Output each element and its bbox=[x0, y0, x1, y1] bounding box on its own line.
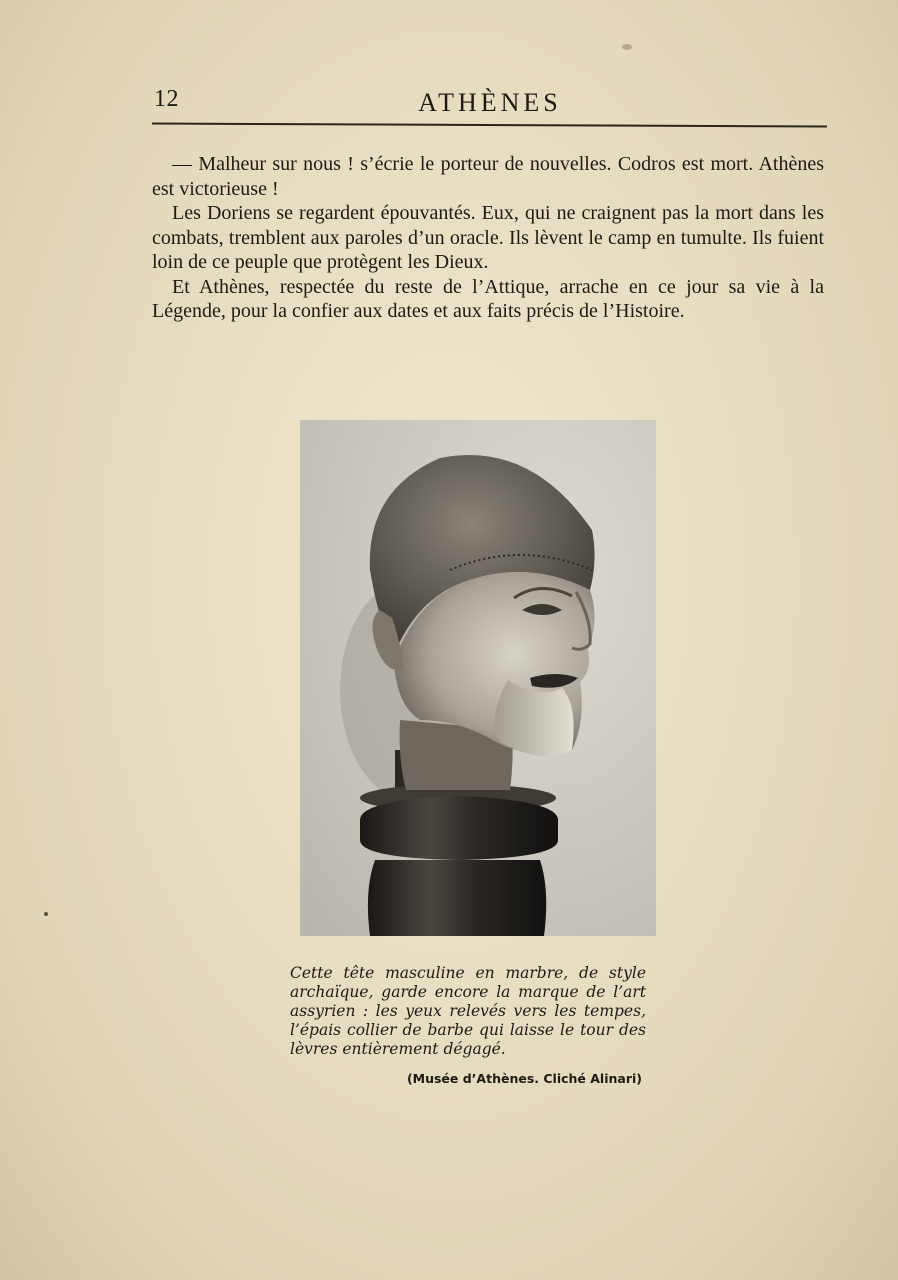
figure-caption: Cette tête masculine en marbre, de style archaïque, garde encore la marque de l’art assyrien : les yeux relevés vers les tempes, l’épais collier de barbe qui laisse le tour des lèvres entièrement dégagé. bbox=[290, 964, 646, 1058]
page-number: 12 bbox=[154, 86, 179, 112]
figure-credit: (Musée d’Athènes. Cliché Alinari) bbox=[406, 1071, 642, 1086]
sculpture-photo bbox=[300, 420, 656, 936]
paper-speck bbox=[44, 912, 48, 916]
paragraph: Les Doriens se regardent épouvantés. Eux, qui ne craignent pas la mort dans les combats, tremblent aux paroles d’un oracle. Ils lèvent le camp en tumulte. Ils fuient loin de ce peuple que protègent les Dieux. bbox=[152, 202, 824, 273]
running-title: ATHÈNES bbox=[418, 88, 562, 117]
paragraph: Et Athènes, respectée du reste de l’Attique, arrache en ce jour sa vie à la Légende, pour la confier aux dates et aux faits précis de l’Histoire. bbox=[152, 275, 824, 322]
header-rule bbox=[152, 123, 827, 128]
marble-head-icon bbox=[300, 420, 656, 936]
body-text bbox=[152, 152, 824, 324]
paper-speck bbox=[622, 44, 632, 50]
paragraph: — Malheur sur nous ! s’écrie le porteur de nouvelles. Codros est mort. Athènes est victorieuse ! bbox=[152, 153, 824, 200]
